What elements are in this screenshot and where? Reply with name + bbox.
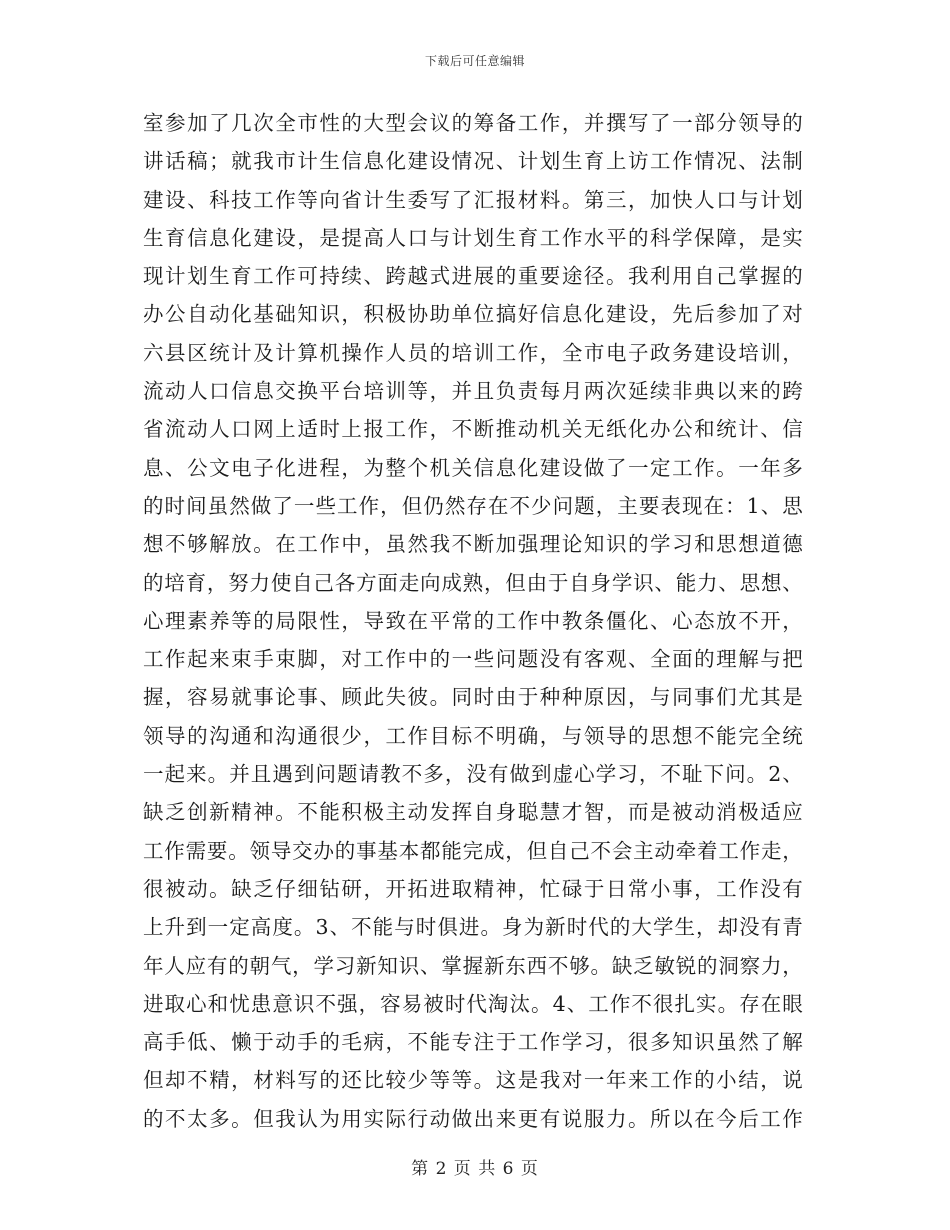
- text-line: 讲话稿；就我市计生信息化建设情况、计划生育上访工作情况、法制: [143, 149, 803, 174]
- text-line: 领导的沟通和沟通很少，工作目标不明确，与领导的思想不能完全统: [143, 723, 803, 748]
- text-line: 年人应有的朝气，学习新知识、掌握新东西不够。缺乏敏锐的洞察力，: [143, 953, 803, 978]
- text-line: 进取心和忧患意识不强，容易被时代淘汰。4、工作不很扎实。存在眼: [143, 991, 803, 1016]
- text-line: 室参加了几次全市性的大型会议的筹备工作，并撰写了一部分领导的: [143, 111, 803, 135]
- text-line: 流动人口信息交换平台培训等，并且负责每月两次延续非典以来的跨: [143, 379, 803, 404]
- text-line: 握，容易就事论事、顾此失彼。同时由于种种原因，与同事们尤其是: [143, 685, 803, 710]
- text-line: 息、公文电子化进程，为整个机关信息化建设做了一定工作。一年多: [143, 455, 803, 480]
- text-line: 省流动人口网上适时上报工作，不断推动机关无纸化办公和统计、信: [143, 417, 803, 442]
- text-line: 办公自动化基础知识，积极协助单位搞好信息化建设，先后参加了对: [143, 302, 803, 327]
- text-line: 高手低、懒于动手的毛病，不能专注于工作学习，很多知识虽然了解: [143, 1030, 803, 1055]
- text-line: 现计划生育工作可持续、跨越式进展的重要途径。我利用自己掌握的: [143, 264, 803, 289]
- text-line: 六县区统计及计算机操作人员的培训工作，全市电子政务建设培训，: [143, 340, 803, 365]
- text-line: 生育信息化建设，是提高人口与计划生育工作水平的科学保障，是实: [143, 225, 803, 250]
- text-line: 缺乏创新精神。不能积极主动发挥自身聪慧才智，而是被动消极适应: [143, 800, 803, 825]
- text-line: 建设、科技工作等向省计生委写了汇报材料。第三，加快人口与计划: [143, 187, 803, 212]
- page-header: 下载后可任意编辑: [424, 54, 525, 68]
- text-line: 心理素养等的局限性，导致在平常的工作中教条僵化、心态放不开，: [143, 608, 803, 633]
- text-line: 但却不精，材料写的还比较少等等。这是我对一年来工作的小结，说: [143, 1068, 803, 1093]
- text-line: 想不够解放。在工作中，虽然我不断加强理论知识的学习和思想道德: [143, 532, 803, 557]
- text-line: 很被动。缺乏仔细钻研，开拓进取精神，忙碌于日常小事，工作没有: [143, 876, 803, 901]
- text-line: 一起来。并且遇到问题请教不多，没有做到虚心学习，不耻下问。2、: [143, 762, 803, 787]
- text-line: 上升到一定高度。3、不能与时俱进。身为新时代的大学生，却没有青: [143, 915, 803, 940]
- text-line: 工作需要。领导交办的事基本都能完成，但自己不会主动牵着工作走，: [143, 838, 803, 863]
- text-line: 工作起来束手束脚，对工作中的一些问题没有客观、全面的理解与把: [143, 647, 803, 672]
- body-text: [143, 104, 803, 1138]
- text-line: 的培育，努力使自己各方面走向成熟，但由于自身学识、能力、思想、: [143, 570, 803, 595]
- text-line: 的不太多。但我认为用实际行动做出来更有说服力。所以在今后工作: [143, 1106, 803, 1131]
- page-number-footer: 第 2 页 共 6 页: [411, 1159, 539, 1179]
- text-line: 的时间虽然做了一些工作，但仍然存在不少问题，主要表现在：1、思: [143, 493, 803, 518]
